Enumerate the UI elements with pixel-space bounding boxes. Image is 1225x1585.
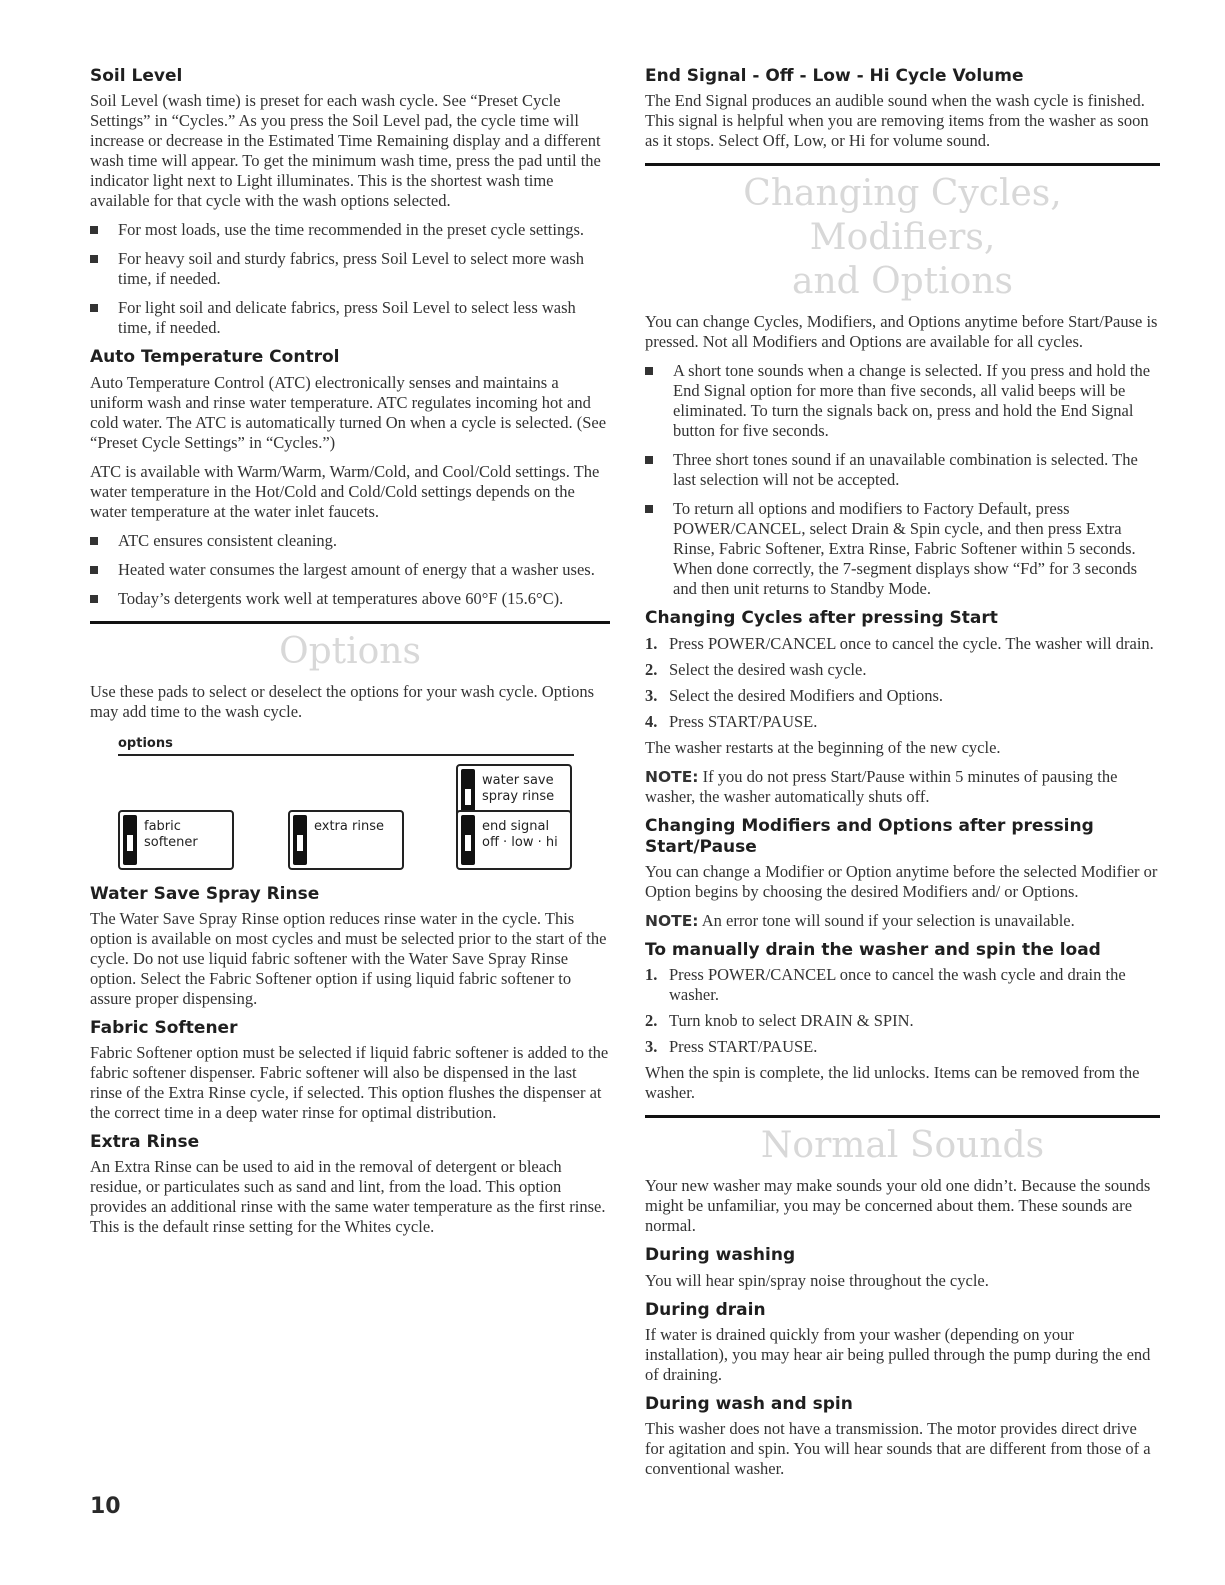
panel-divider (118, 754, 574, 756)
sounds-intro: Your new washer may make sounds your old one didn’t. Because the sounds might be unfamiliar, you may be concerned about them. These sounds are normal. (645, 1176, 1151, 1236)
drain-text: When the spin is complete, the lid unlocks. Items can be removed from the washer. (645, 1063, 1140, 1103)
fabric-softener-heading: Fabric Softener (90, 1017, 238, 1038)
modifiers-after-text: You can change a Modifier or Option anytime before the selected Modifier or Option begins by choosing the desired Modifiers and/ or Options. (645, 862, 1158, 901)
banner-line: and Options (791, 261, 1013, 303)
changing-list (645, 361, 1160, 599)
atc-text-2: ATC is available with Warm/Warm, Warm/Cold, and Cool/Cold settings. The water temperature in the Hot/Cold and Cold/Cold settings depends on the water temperature at the water inlet faucets. (90, 461, 600, 521)
panel-title: options (118, 735, 173, 751)
options-panel-figure (118, 736, 578, 866)
water-save-heading: Water Save Spray Rinse (90, 883, 320, 904)
changing-banner (645, 172, 1160, 304)
during-spin-text: This washer does not have a transmission. The motor provides direct drive for agitation and spin. You will hear sounds that are different from those of a conventional washer. (645, 1419, 1151, 1478)
indicator-light-icon (293, 815, 307, 865)
list-item: Heated water consumes the largest amount of energy that a washer uses. (90, 560, 610, 580)
after-start-heading: Changing Cycles after pressing Start (645, 608, 998, 629)
options-intro: Use these pads to select or deselect the options for your wash cycle. Options may add time to the wash cycle. (90, 681, 595, 721)
pad-label: extra rinse (314, 818, 384, 834)
fabric-softener-text: Fabric Softener option must be selected if liquid fabric softener is added to the fabric softener dispenser. Fabric softener will also be dispensed in the last rinse of the Extra Rinse cycle, if selected. This option flushes the dispenser at the correct time in a deep water rinse for optimal distribution. (90, 1043, 609, 1122)
list-item: 2. Turn knob to select DRAIN & SPIN. (645, 1011, 914, 1031)
atc-text: Auto Temperature Control (ATC) electronically senses and maintains a uniform wash and rinse water temperature. ATC regulates incoming hot and cold water. The ATC is automatically turned On when a cycle is selected. (See “Preset Cycle Settings” in “Cycles.”) (90, 372, 607, 452)
drain-heading: To manually drain the washer and spin the load (645, 940, 1101, 960)
section-divider (645, 1115, 1160, 1118)
list-item: To return all options and modifiers to Factory Default, press POWER/CANCEL, select Drain & Spin cycle, and then press Extra Rinse, Fabric Softener, Extra Rinse, Fabric Softener within 5 seconds. When done correctly, the 7-segment displays show “Fd” for 3 seconds and then unit returns to Standby Mode. (645, 499, 1160, 599)
during-washing-heading: During washing (645, 1245, 796, 1266)
modifiers-after-heading: Changing Modifiers and Options after pressing Start/Pause (645, 815, 1094, 857)
list-item: A short tone sounds when a change is selected. If you press and hold the End Signal option for more than five seconds, all valid beeps will be eliminated. To turn the signals back on, press and hold the End Signal button for five seconds. (645, 361, 1160, 441)
atc-list (90, 531, 610, 609)
fabric-softener-pad (118, 810, 234, 870)
pad-label: fabric (144, 818, 181, 834)
during-spin-heading: During wash and spin (645, 1393, 853, 1414)
end-signal-text: The End Signal produces an audible sound when the wash cycle is finished. This signal is helpful when you are removing items from the washer as soon as it stops. Select Off, Low, or Hi for volume sound. (645, 91, 1149, 151)
list-item: 1. Press POWER/CANCEL once to cancel the cycle. The washer will drain. (645, 633, 1154, 653)
atc-heading: Auto Temperature Control (90, 347, 340, 368)
pad-label: off · low · hi (482, 834, 558, 850)
list-item: 3. Select the desired Modifiers and Options. (645, 685, 944, 705)
list-item: For most loads, use the time recommended in the preset cycle settings. (90, 220, 610, 240)
left-column (90, 66, 610, 1246)
pad-label: spray rinse (482, 788, 555, 804)
end-signal-pad (456, 810, 572, 870)
water-save-text: The Water Save Spray Rinse option reduces rinse water in the cycle. This option is available on most cycles and must be selected prior to the start of the cycle. Do not use liquid fabric softener with the Water Save Spray Rinse option. Select the Fabric Softener option if using liquid fabric softener to assure proper dispensing. (90, 908, 607, 1008)
modifiers-after-note: NOTE: An error tone will sound if your selection is unavailable. (645, 911, 1075, 930)
list-item: Today’s detergents work well at temperatures above 60°F (15.6°C). (90, 589, 610, 609)
after-start-steps (645, 634, 1160, 732)
pad-label: softener (144, 834, 198, 850)
pad-label: water save (482, 772, 554, 788)
list-item: 2. Select the desired wash cycle. (645, 659, 867, 679)
extra-rinse-pad (288, 810, 404, 870)
soil-level-text: Soil Level (wash time) is preset for each wash cycle. See “Preset Cycle Settings” in “Cycles.” As you press the Soil Level pad, the cycle time will increase or decrease in the Estimated Time Remaining display and a different wash time will appear. To get the minimum wash time, press the pad until the indicator light next to Light illuminates. This is the shortest wash time available for that cycle with the wash options selected. (90, 91, 601, 211)
options-banner: Options (279, 630, 421, 672)
extra-rinse-text: An Extra Rinse can be used to aid in the removal of detergent or bleach residue, or particulates such as sand and lint, from the load. This option provides an additional rinse with the same water temperature as the first rinse. This is the default rinse setting for the Whites cycle. (90, 1157, 606, 1237)
changing-intro: You can change Cycles, Modifiers, and Options anytime before Start/Pause is pressed. Not all Modifiers and Options are available for all cycles. (645, 312, 1158, 352)
section-divider (645, 163, 1160, 166)
list-item: ATC ensures consistent cleaning. (90, 531, 610, 551)
during-drain-heading: During drain (645, 1299, 766, 1320)
page-number: 10 (90, 1494, 121, 1519)
indicator-light-icon (123, 815, 137, 865)
list-item: For heavy soil and sturdy fabrics, press Soil Level to select more wash time, if needed. (90, 249, 610, 289)
after-start-note: NOTE: If you do not press Start/Pause within 5 minutes of pausing the washer, the washer automatically shuts off. (645, 766, 1118, 806)
list-item: Three short tones sound if an unavailable combination is selected. The last selection will not be accepted. (645, 450, 1160, 490)
after-start-text: The washer restarts at the beginning of the new cycle. (645, 737, 1001, 757)
soil-level-list (90, 220, 610, 338)
right-column (645, 66, 1160, 1488)
during-drain-text: If water is drained quickly from your washer (depending on your installation), you may hear air being pulled through the pump during the end of draining. (645, 1324, 1151, 1384)
list-item: For light soil and delicate fabrics, press Soil Level to select less wash time, if needed. (90, 298, 610, 338)
list-item: 3. Press START/PAUSE. (645, 1037, 818, 1057)
list-item: 1. Press POWER/CANCEL once to cancel the wash cycle and drain the washer. (645, 965, 1126, 1005)
section-divider (90, 621, 610, 624)
soil-level-heading: Soil Level (90, 66, 183, 86)
drain-steps (645, 965, 1160, 1057)
during-washing-text: You will hear spin/spray noise throughout the cycle. (645, 1270, 989, 1290)
pad-label: end signal (482, 818, 550, 834)
list-item: 4. Press START/PAUSE. (645, 711, 818, 731)
indicator-light-icon (461, 815, 475, 865)
banner-line: Changing Cycles, Modifiers, (743, 173, 1062, 259)
extra-rinse-heading: Extra Rinse (90, 1132, 200, 1152)
normal-sounds-banner: Normal Sounds (760, 1125, 1045, 1167)
end-signal-heading: End Signal - Off - Low - Hi Cycle Volume (645, 66, 1024, 86)
